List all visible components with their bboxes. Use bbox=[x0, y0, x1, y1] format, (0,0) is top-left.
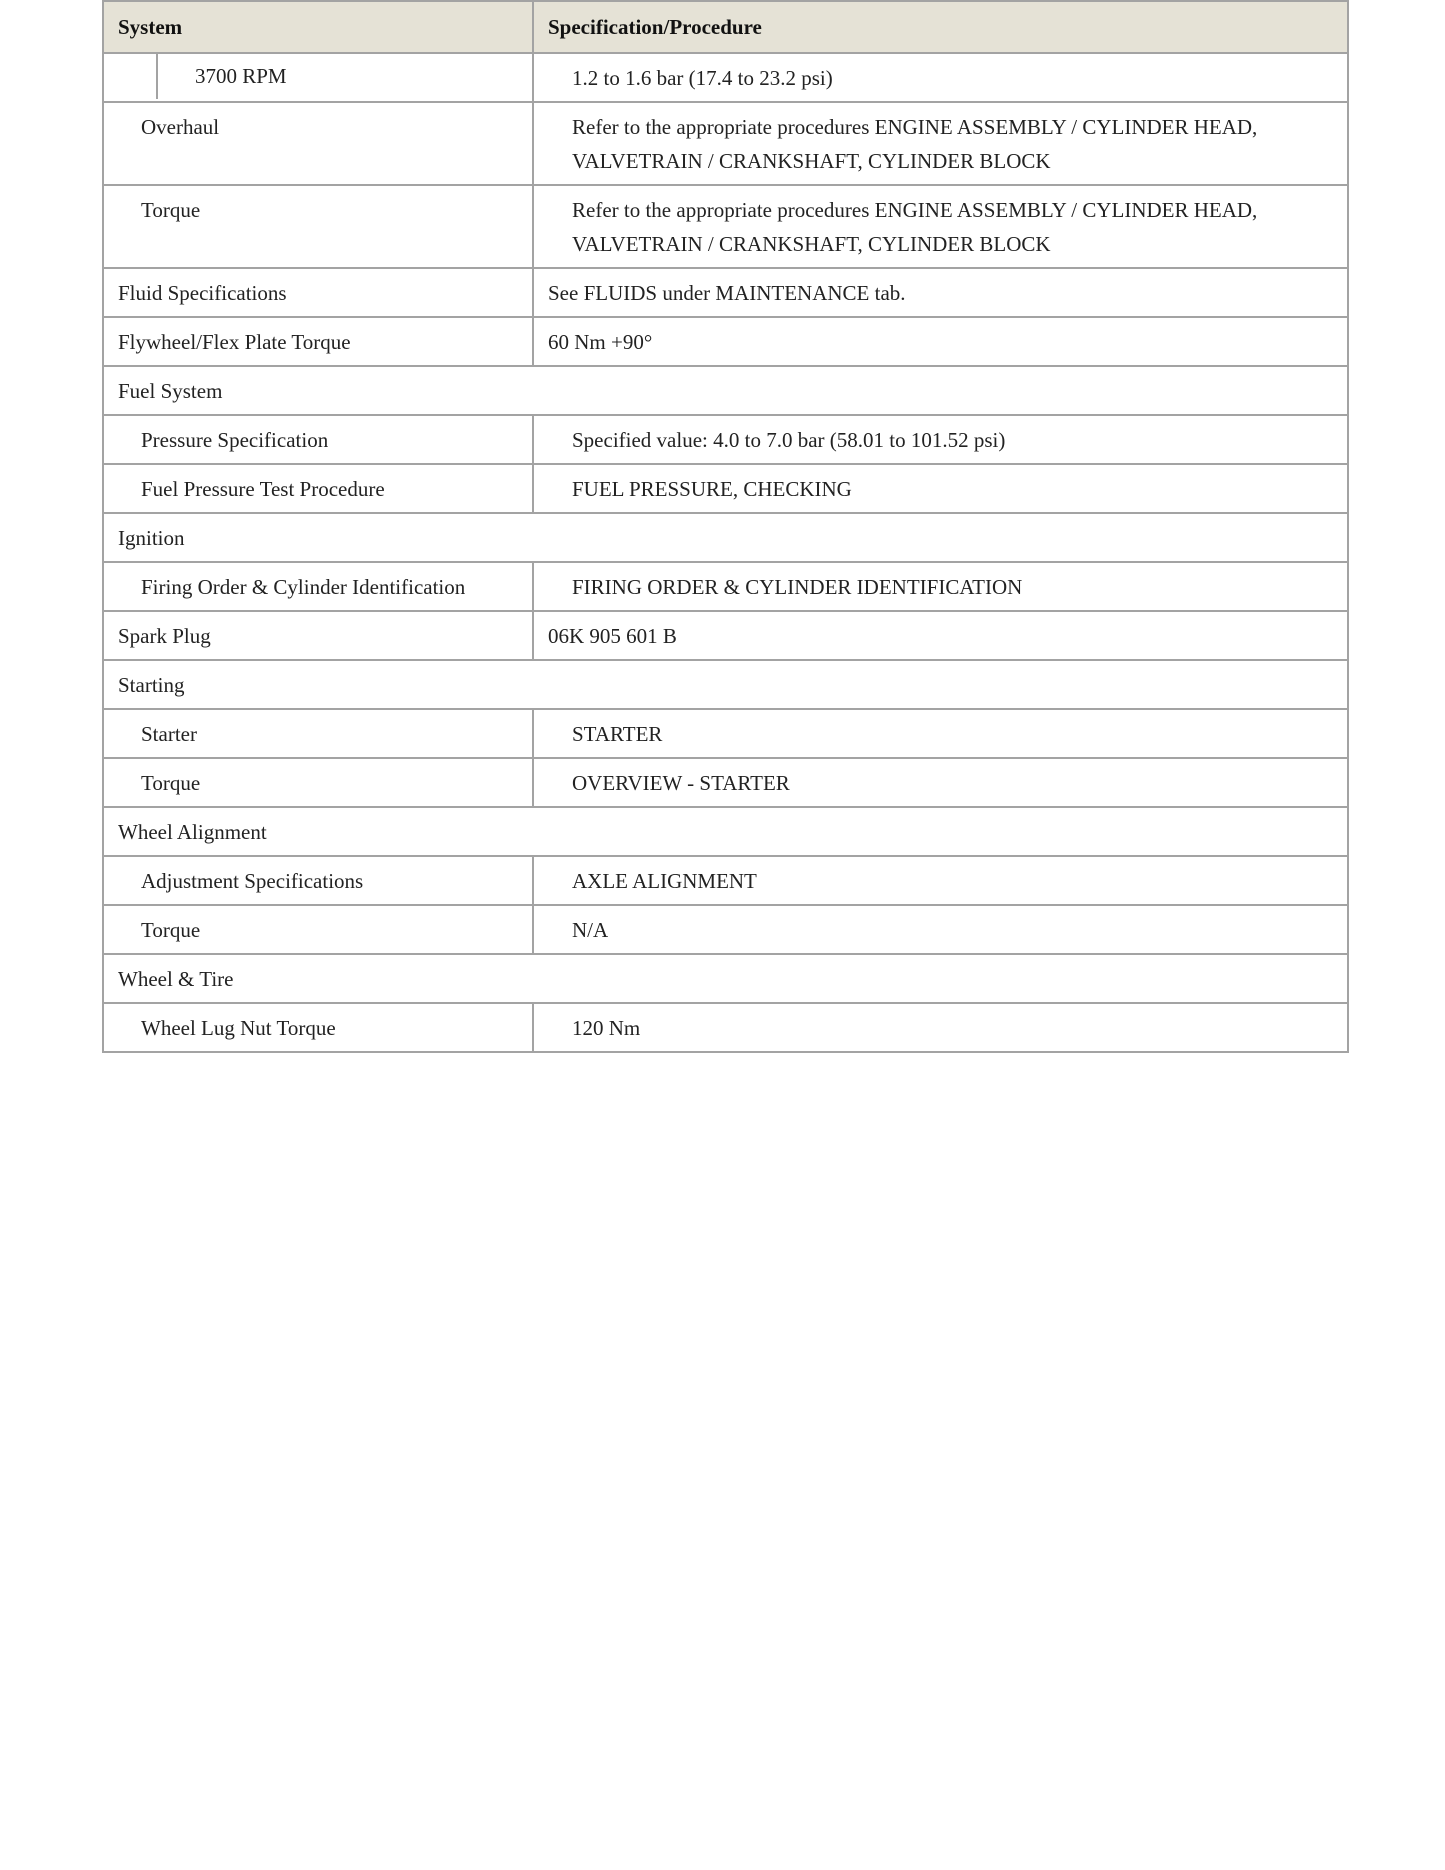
header-specification: Specification/Procedure bbox=[533, 1, 1348, 53]
table-row bbox=[103, 53, 1348, 102]
fluid-specs-label: Fluid Specifications bbox=[103, 268, 533, 317]
fluid-specs-value: See FLUIDS under MAINTENANCE tab. bbox=[533, 268, 1348, 317]
table-row bbox=[103, 102, 1348, 185]
ignition-section: Ignition bbox=[103, 513, 1348, 562]
table-row bbox=[103, 709, 1348, 758]
table-row bbox=[103, 415, 1348, 464]
section-row bbox=[103, 366, 1348, 415]
spark-plug-label: Spark Plug bbox=[103, 611, 533, 660]
wheel-alignment-section: Wheel Alignment bbox=[103, 807, 1348, 856]
fuel-test-label: Fuel Pressure Test Procedure bbox=[103, 464, 533, 513]
rpm-label-cell bbox=[103, 53, 533, 102]
engine-torque-label: Torque bbox=[103, 185, 533, 268]
wheel-tire-section: Wheel & Tire bbox=[103, 954, 1348, 1003]
fuel-system-section: Fuel System bbox=[103, 366, 1348, 415]
section-row bbox=[103, 660, 1348, 709]
alignment-adjust-label: Adjustment Specifications bbox=[103, 856, 533, 905]
alignment-adjust-value: AXLE ALIGNMENT bbox=[533, 856, 1348, 905]
table-row bbox=[103, 758, 1348, 807]
starter-label: Starter bbox=[103, 709, 533, 758]
specification-table bbox=[102, 0, 1349, 1053]
table-row bbox=[103, 185, 1348, 268]
fuel-test-value: FUEL PRESSURE, CHECKING bbox=[533, 464, 1348, 513]
starter-value: STARTER bbox=[533, 709, 1348, 758]
fuel-pressure-label: Pressure Specification bbox=[103, 415, 533, 464]
engine-torque-value: Refer to the appropriate procedures ENGINE ASSEMBLY / CYLINDER HEAD, VALVETRAIN / CRANKSHAFT, CYLINDER BLOCK bbox=[533, 185, 1348, 268]
alignment-torque-value: N/A bbox=[533, 905, 1348, 954]
table-row bbox=[103, 1003, 1348, 1052]
table-row bbox=[103, 268, 1348, 317]
table-row bbox=[103, 562, 1348, 611]
firing-order-label: Firing Order & Cylinder Identification bbox=[103, 562, 533, 611]
overhaul-label: Overhaul bbox=[103, 102, 533, 185]
table-row bbox=[103, 905, 1348, 954]
starter-torque-label: Torque bbox=[103, 758, 533, 807]
section-row bbox=[103, 954, 1348, 1003]
section-row bbox=[103, 807, 1348, 856]
rpm-value: 1.2 to 1.6 bar (17.4 to 23.2 psi) bbox=[533, 53, 1348, 102]
table-row bbox=[103, 317, 1348, 366]
lug-nut-label: Wheel Lug Nut Torque bbox=[103, 1003, 533, 1052]
table-row bbox=[103, 611, 1348, 660]
lug-nut-value: 120 Nm bbox=[533, 1003, 1348, 1052]
flywheel-value: 60 Nm +90° bbox=[533, 317, 1348, 366]
section-row bbox=[103, 513, 1348, 562]
table-row bbox=[103, 464, 1348, 513]
table-header-row bbox=[103, 1, 1348, 53]
table-row bbox=[103, 856, 1348, 905]
firing-order-value: FIRING ORDER & CYLINDER IDENTIFICATION bbox=[533, 562, 1348, 611]
header-system: System bbox=[103, 1, 533, 53]
spark-plug-value: 06K 905 601 B bbox=[533, 611, 1348, 660]
overhaul-value: Refer to the appropriate procedures ENGINE ASSEMBLY / CYLINDER HEAD, VALVETRAIN / CRANKSHAFT, CYLINDER BLOCK bbox=[533, 102, 1348, 185]
indent-spacer bbox=[104, 54, 158, 99]
alignment-torque-label: Torque bbox=[103, 905, 533, 954]
starter-torque-value: OVERVIEW - STARTER bbox=[533, 758, 1348, 807]
flywheel-label: Flywheel/Flex Plate Torque bbox=[103, 317, 533, 366]
rpm-label: 3700 RPM bbox=[195, 64, 287, 88]
fuel-pressure-value: Specified value: 4.0 to 7.0 bar (58.01 to 101.52 psi) bbox=[533, 415, 1348, 464]
starting-section: Starting bbox=[103, 660, 1348, 709]
